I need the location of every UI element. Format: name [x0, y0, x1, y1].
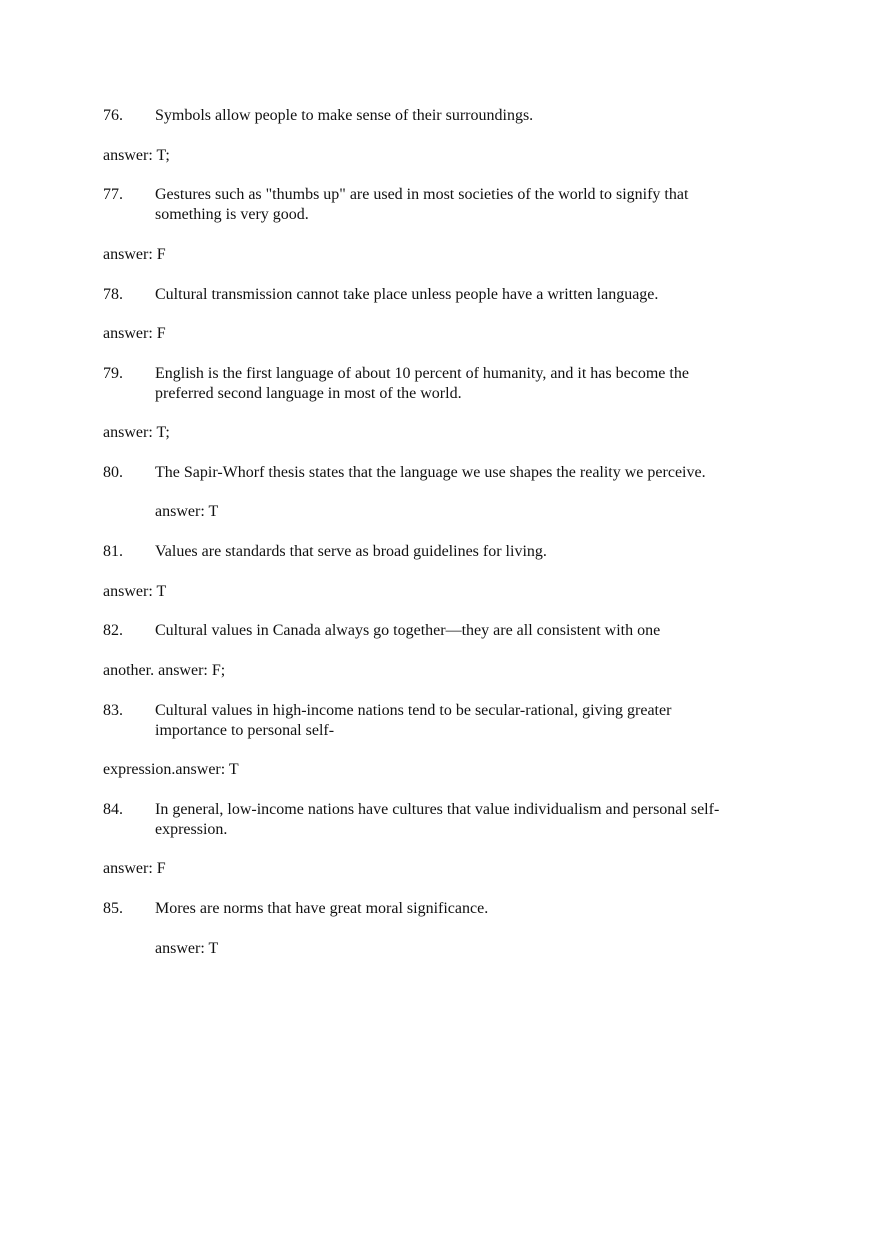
question-text: Gestures such as "thumbs up" are used in most societies of the world to signify that: [155, 186, 689, 203]
answer-text: answer: T: [103, 583, 167, 600]
question-text: Mores are norms that have great moral significance.: [155, 900, 489, 917]
question-number: 80.: [103, 464, 123, 481]
question-number: 84.: [103, 801, 123, 818]
question-text: expression.: [155, 821, 228, 838]
question-number: 83.: [103, 702, 123, 719]
question-number: 81.: [103, 543, 123, 560]
question-text: Cultural values in Canada always go together—they are all consistent with one: [155, 622, 661, 639]
question-text: The Sapir-Whorf thesis states that the language we use shapes the reality we perceive.: [155, 464, 706, 481]
question-text: Cultural transmission cannot take place unless people have a written language.: [155, 286, 659, 303]
question-text: preferred second language in most of the world.: [155, 385, 462, 402]
answer-text: answer: T;: [103, 424, 170, 441]
answer-text: answer: F: [103, 860, 166, 877]
answer-text: answer: T;: [103, 147, 170, 164]
answer-text: expression.answer: T: [103, 761, 239, 778]
question-text: English is the first language of about 10 percent of humanity, and it has become the: [155, 365, 689, 382]
question-number: 77.: [103, 186, 123, 203]
question-text: Symbols allow people to make sense of their surroundings.: [155, 107, 534, 124]
question-text: Cultural values in high-income nations tend to be secular-rational, giving greater: [155, 702, 672, 719]
question-number: 76.: [103, 107, 123, 124]
question-number: 85.: [103, 900, 123, 917]
question-text: something is very good.: [155, 206, 309, 223]
question-number: 82.: [103, 622, 123, 639]
answer-text: answer: F: [103, 325, 166, 342]
answer-text: answer: T: [155, 503, 219, 520]
question-text: importance to personal self-: [155, 722, 335, 739]
answer-text: answer: T: [155, 940, 219, 957]
question-number: 79.: [103, 365, 123, 382]
question-text: Values are standards that serve as broad guidelines for living.: [155, 543, 547, 560]
question-text: In general, low-income nations have cultures that value individualism and personal self-: [155, 801, 720, 818]
answer-text: another. answer: F;: [103, 662, 226, 679]
answer-text: answer: F: [103, 246, 166, 263]
question-number: 78.: [103, 286, 123, 303]
